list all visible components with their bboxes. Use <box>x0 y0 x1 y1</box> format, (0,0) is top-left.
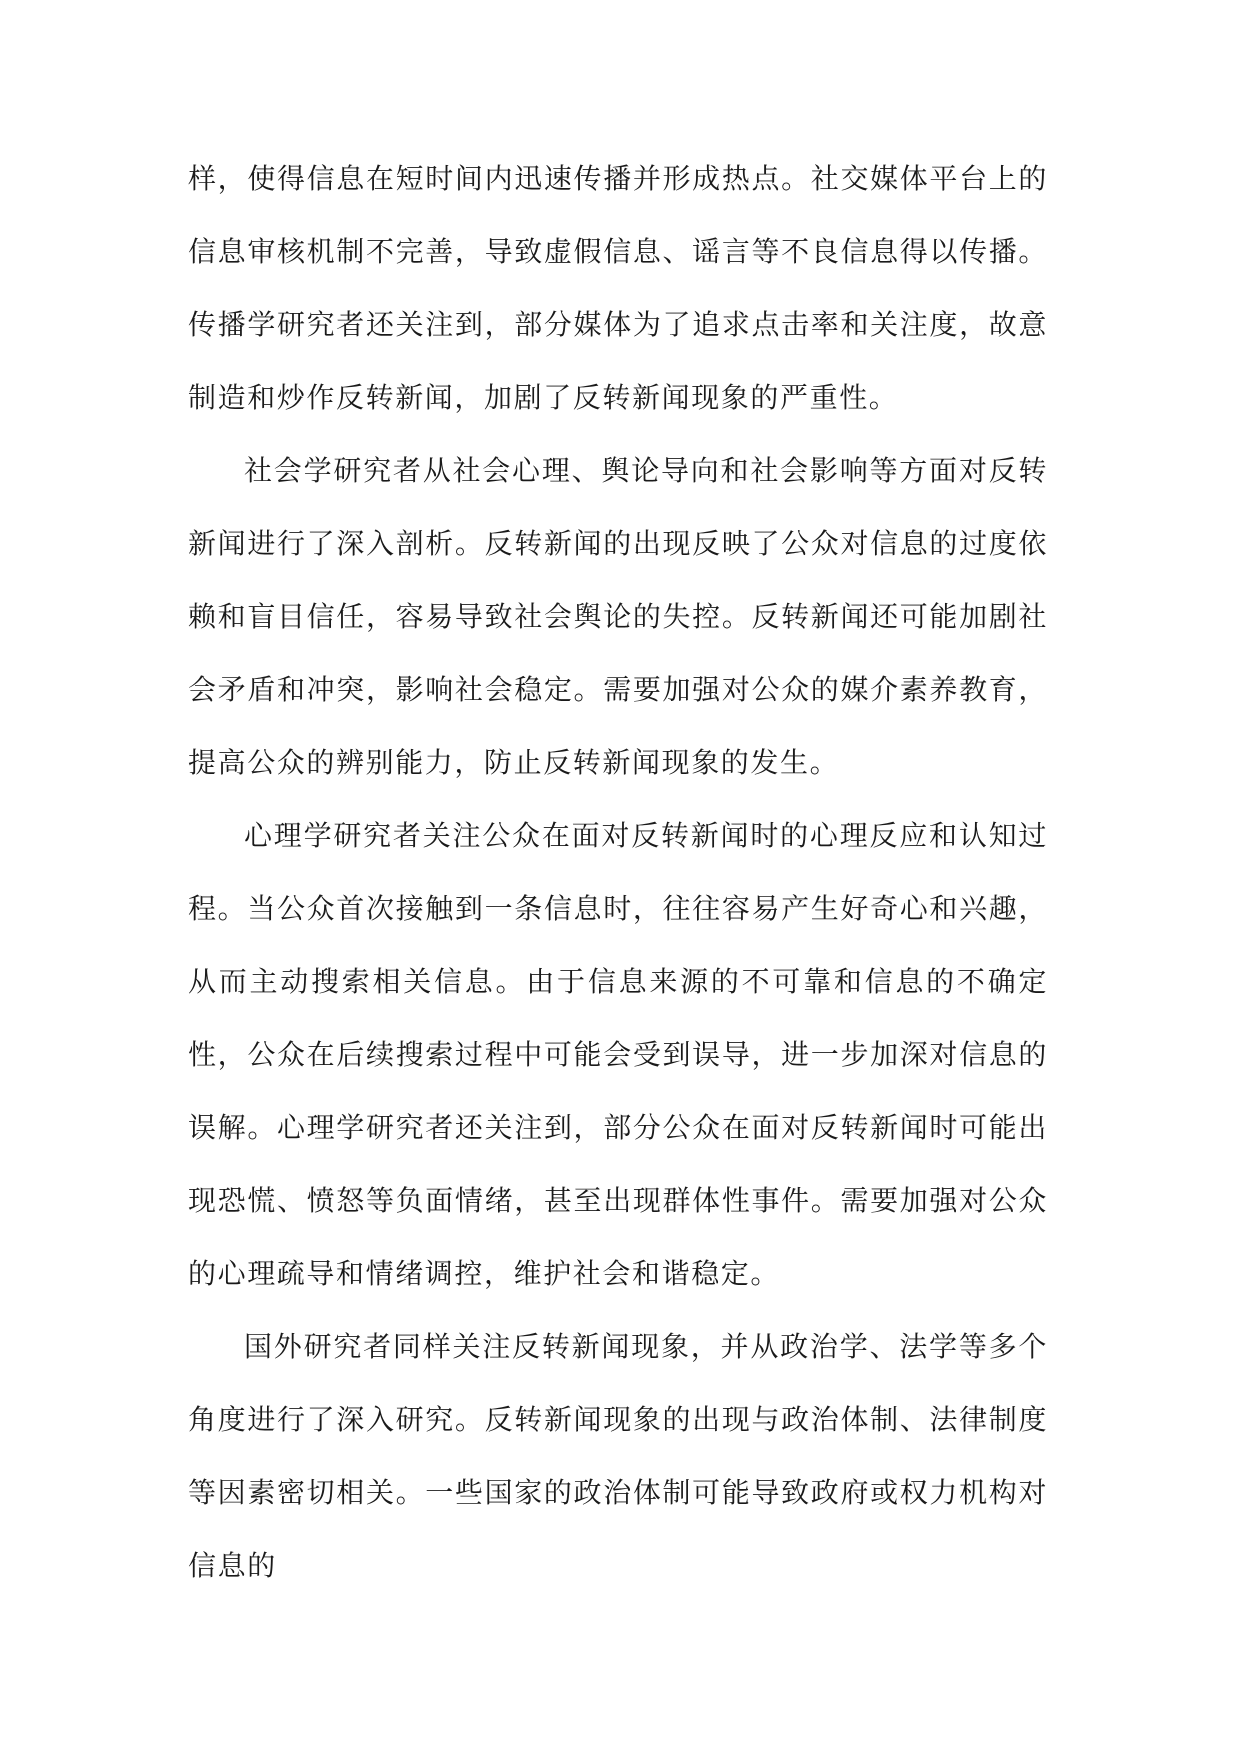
paragraph-3: 心理学研究者关注公众在面对反转新闻时的心理反应和认知过程。当公众首次接触到一条信息时，往往容易产生好奇心和兴趣，从而主动搜索相关信息。由于信息来源的不可靠和信息的不确定性，公众在后续搜索过程中可能会受到误导，进一步加深对信息的误解。心理学研究者还关注到，部分公众在面对反转新闻时可能出现恐慌、愤怒等负面情绪，甚至出现群体性事件。需要加强对公众的心理疏导和情绪调控，维护社会和谐稳定。 <box>188 819 1048 1290</box>
document-body <box>188 142 1048 1602</box>
paragraph-1: 样，使得信息在短时间内迅速传播并形成热点。社交媒体平台上的信息审核机制不完善，导致虚假信息、谣言等不良信息得以传播。传播学研究者还关注到，部分媒体为了追求点击率和关注度，故意制造和炒作反转新闻，加剧了反转新闻现象的严重性。 <box>188 162 1048 414</box>
paragraph-4: 国外研究者同样关注反转新闻现象，并从政治学、法学等多个角度进行了深入研究。反转新闻现象的出现与政治体制、法律制度等因素密切相关。一些国家的政治体制可能导致政府或权力机构对信息的 <box>188 1330 1048 1582</box>
paragraph-2: 社会学研究者从社会心理、舆论导向和社会影响等方面对反转新闻进行了深入剖析。反转新闻的出现反映了公众对信息的过度依赖和盲目信任，容易导致社会舆论的失控。反转新闻还可能加剧社会矛盾和冲突，影响社会稳定。需要加强对公众的媒介素养教育，提高公众的辨别能力，防止反转新闻现象的发生。 <box>188 454 1048 779</box>
